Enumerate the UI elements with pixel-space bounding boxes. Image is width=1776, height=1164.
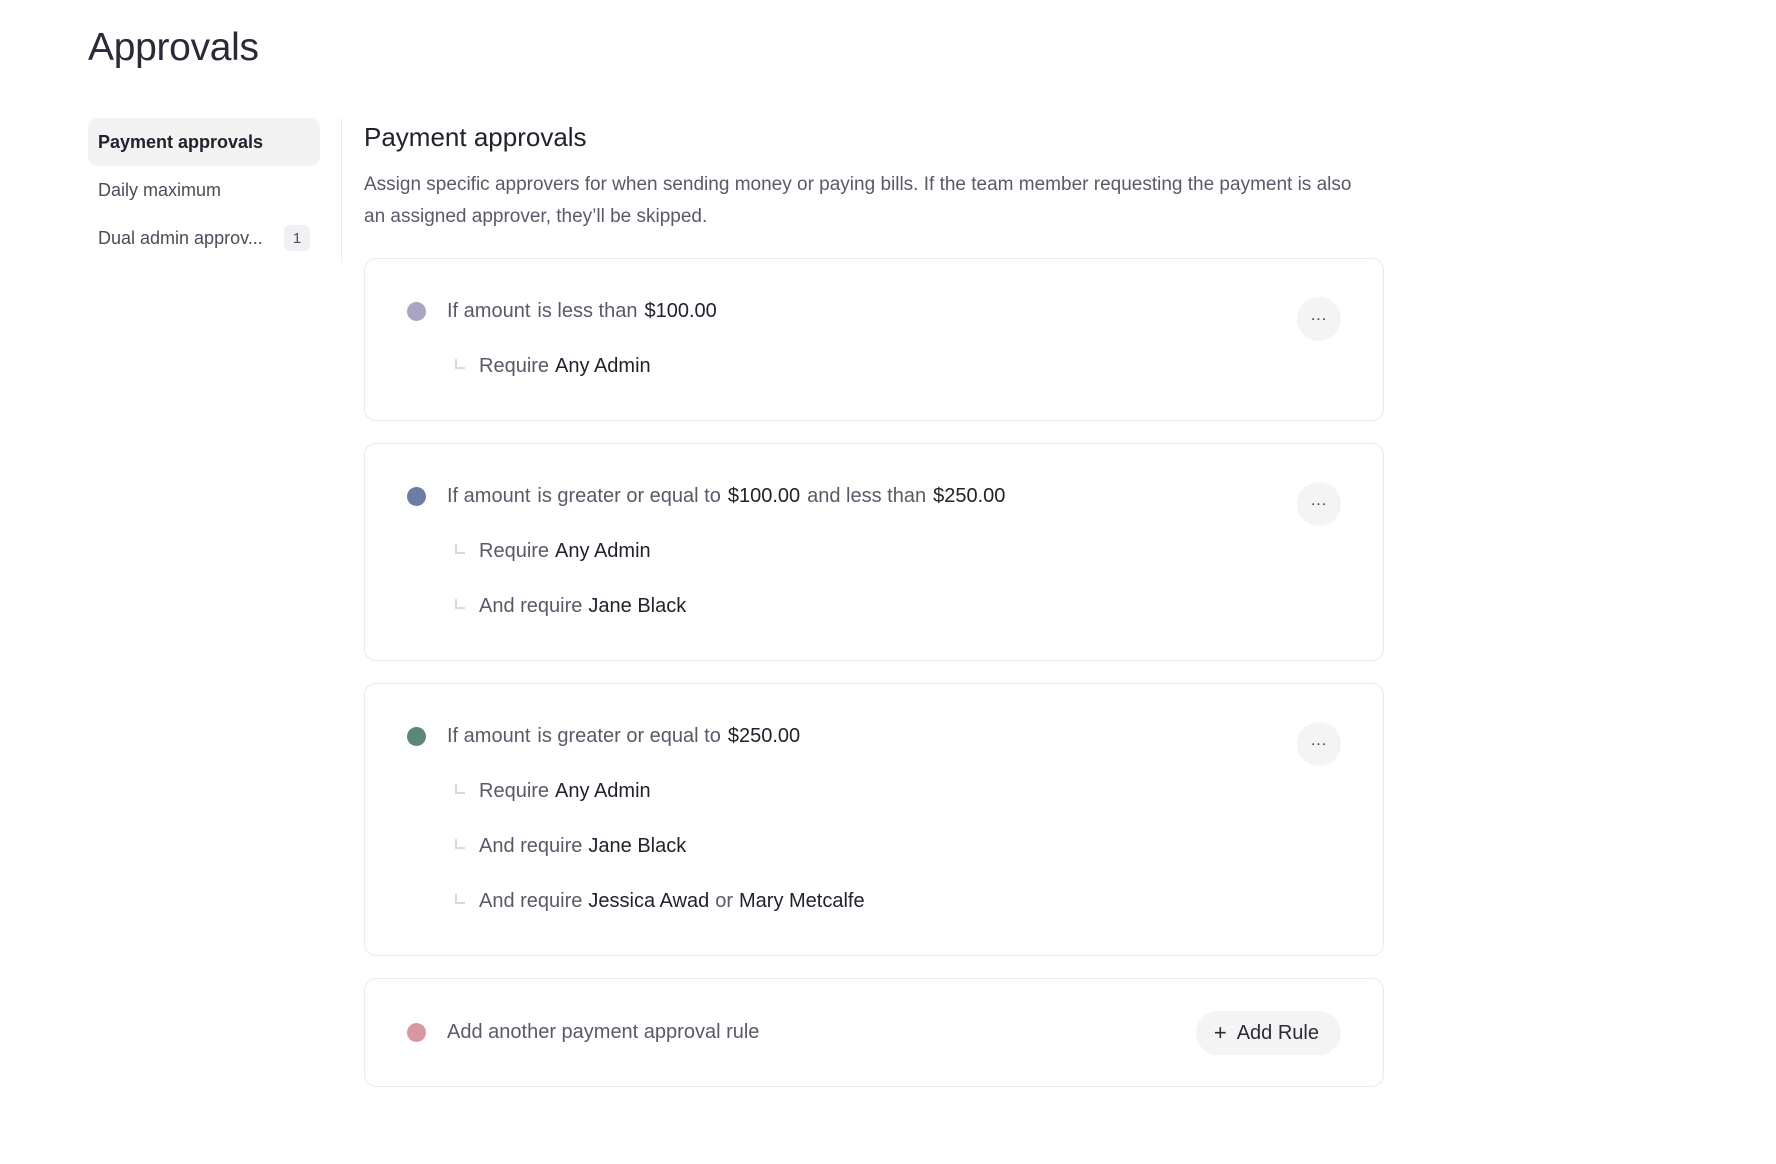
more-options-button[interactable]: ... bbox=[1297, 482, 1341, 526]
branch-connector-icon bbox=[455, 359, 465, 369]
condition-value: $100.00 bbox=[644, 299, 717, 322]
main-content bbox=[364, 118, 1384, 1087]
condition-value: $250.00 bbox=[933, 484, 1006, 507]
condition-text bbox=[447, 485, 1012, 508]
rules-list bbox=[364, 258, 1384, 956]
requirement-line bbox=[455, 588, 1343, 624]
sidebar-item-dual-admin-approvals[interactable] bbox=[88, 214, 320, 262]
approver-name: Jessica Awad bbox=[588, 889, 710, 912]
sidebar-item-label: Payment approvals bbox=[98, 131, 264, 152]
plus-icon: + bbox=[1213, 1020, 1227, 1045]
requirement-line bbox=[455, 533, 1343, 569]
requirement-line bbox=[455, 883, 1343, 919]
more-options-button[interactable]: ... bbox=[1297, 722, 1341, 766]
branch-connector-icon bbox=[455, 784, 465, 794]
approver-name: Any Admin bbox=[555, 779, 651, 802]
sidebar-item-daily-maximum[interactable] bbox=[88, 166, 320, 214]
branch-connector-icon bbox=[455, 544, 465, 554]
condition-value: $250.00 bbox=[727, 724, 801, 747]
condition-label: and less than bbox=[807, 484, 927, 507]
condition-text bbox=[447, 725, 807, 748]
requirement-label: Require bbox=[479, 354, 550, 377]
condition-label: is less than bbox=[537, 299, 638, 322]
add-rule-text: Add another payment approval rule bbox=[447, 1021, 760, 1043]
requirement-label: And require bbox=[479, 889, 583, 912]
requirement-label: And require bbox=[479, 834, 583, 857]
branch-connector-icon bbox=[455, 894, 465, 904]
approver-name: Mary Metcalfe bbox=[739, 889, 865, 912]
count-badge: 1 bbox=[284, 225, 310, 251]
sidebar-item-label: Dual admin approv... bbox=[98, 227, 263, 248]
section-description: Assign specific approvers for when sending money or paying bills. If the team member requesting the payment is also an assigned approver, they’ll be skipped. bbox=[364, 174, 1352, 227]
sidebar bbox=[88, 118, 320, 262]
requirement-label: And require bbox=[479, 594, 583, 617]
condition-label: is greater or equal to bbox=[537, 484, 721, 507]
add-rule-card bbox=[364, 978, 1384, 1087]
requirement-line bbox=[455, 348, 1343, 384]
condition-label: If amount bbox=[447, 299, 531, 322]
rule-color-dot bbox=[407, 727, 426, 746]
approver-name: Any Admin bbox=[555, 354, 651, 377]
more-options-button[interactable]: ... bbox=[1297, 297, 1341, 341]
condition-value: $100.00 bbox=[727, 484, 801, 507]
approver-name: Jane Black bbox=[588, 594, 687, 617]
sidebar-divider bbox=[341, 118, 342, 262]
add-rule-button[interactable] bbox=[1196, 1011, 1341, 1055]
requirement-label: Require bbox=[479, 779, 550, 802]
requirement-label: Require bbox=[479, 539, 550, 562]
requirement-label: or bbox=[715, 889, 734, 912]
branch-connector-icon bbox=[455, 839, 465, 849]
condition-label: is greater or equal to bbox=[537, 724, 721, 747]
condition-text bbox=[447, 300, 724, 323]
rule-card bbox=[364, 683, 1384, 956]
sidebar-item-payment-approvals[interactable] bbox=[88, 118, 320, 166]
section-title: Payment approvals bbox=[364, 122, 587, 152]
rule-condition bbox=[407, 293, 1343, 329]
rule-card bbox=[364, 443, 1384, 661]
requirement-line bbox=[455, 773, 1343, 809]
rule-color-dot bbox=[407, 487, 426, 506]
sidebar-item-label: Daily maximum bbox=[98, 179, 222, 200]
add-rule-dot bbox=[407, 1023, 426, 1042]
rule-color-dot bbox=[407, 302, 426, 321]
approver-name: Any Admin bbox=[555, 539, 651, 562]
approver-name: Jane Black bbox=[588, 834, 687, 857]
condition-label: If amount bbox=[447, 724, 531, 747]
requirement-line bbox=[455, 828, 1343, 864]
page-title: Approvals bbox=[88, 26, 259, 69]
branch-connector-icon bbox=[455, 599, 465, 609]
rule-condition bbox=[407, 718, 1343, 754]
rule-card bbox=[364, 258, 1384, 421]
add-rule-button-label: Add Rule bbox=[1236, 1021, 1319, 1044]
condition-label: If amount bbox=[447, 484, 531, 507]
rule-condition bbox=[407, 478, 1343, 514]
